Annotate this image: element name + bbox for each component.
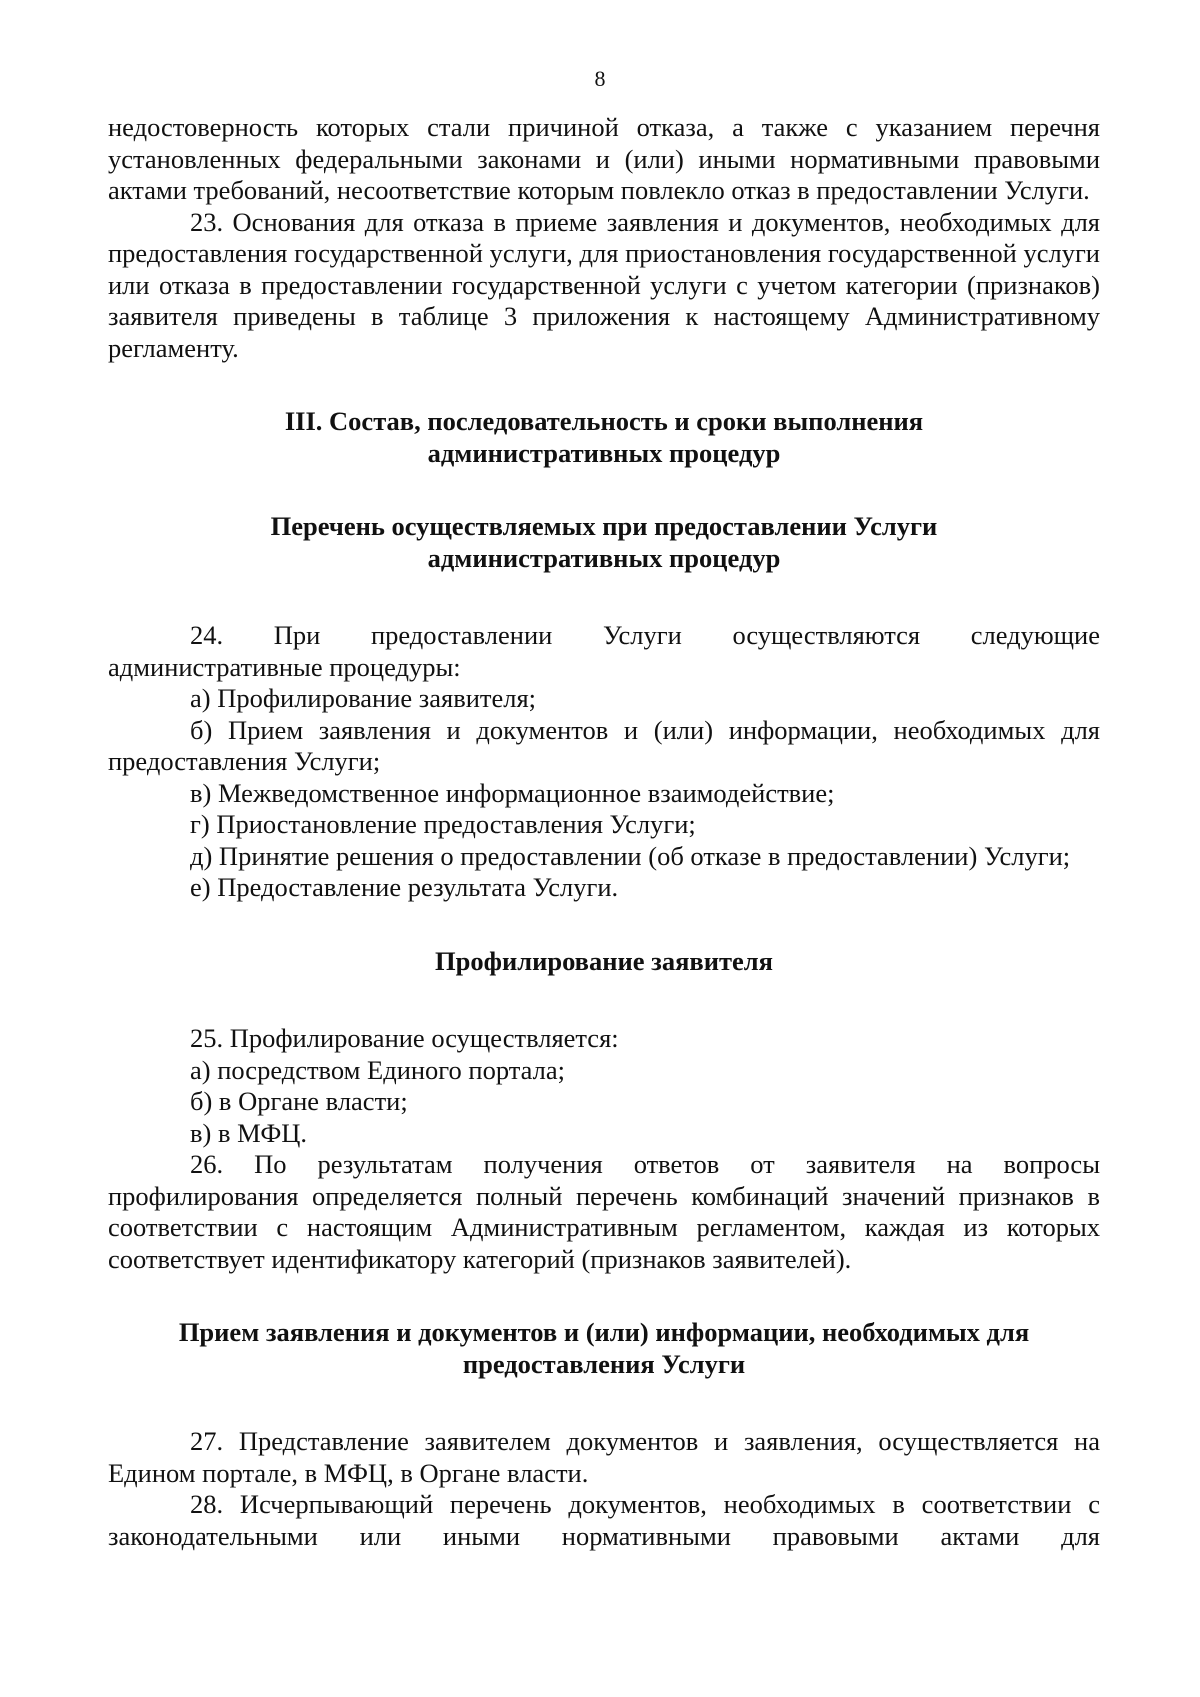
- procedure-item-e: е) Предоставление результата Услуги.: [190, 872, 619, 902]
- paragraph-25: 25. Профилирование осуществляется:: [190, 1023, 619, 1053]
- reception-heading-line-2: предоставления Услуги: [462, 1348, 746, 1379]
- paragraph-continuation: недостоверность которых стали причиной отказа, а также с указанием перечня установленных федеральными законами и (или) иными нормативными правовыми актами требований, несоответствие которым повлекло отказ в предоставлении Услуги.: [108, 112, 1100, 205]
- procedures-list-heading-line-1: Перечень осуществляемых при предоставлении Услуги: [270, 511, 938, 541]
- procedures-list-heading: [108, 511, 1100, 574]
- procedure-item-g: г) Приостановление предоставления Услуги;: [190, 809, 696, 839]
- profiling-heading: Профилирование заявителя: [435, 945, 773, 976]
- profiling-item-v: в) в МФЦ.: [190, 1117, 308, 1148]
- reception-heading: [108, 1317, 1100, 1380]
- procedure-item-d: д) Принятие решения о предоставлении (об отказе в предоставлении) Услуги;: [190, 840, 1071, 871]
- reception-heading-line-1: Прием заявления и документов и (или) информации, необходимых для: [178, 1317, 1030, 1347]
- procedure-item-v: в) Межведомственное информационное взаимодействие;: [190, 777, 835, 808]
- section-3-title-line-2: административных процедур: [427, 437, 781, 468]
- section-3-title-line-1: III. Состав, последовательность и сроки выполнения: [284, 406, 924, 436]
- page-body: [108, 112, 1100, 1552]
- page-number: 8: [594, 66, 606, 91]
- section-3-title: [108, 406, 1100, 469]
- paragraph-24: 24. При предоставлении Услуги осуществляются следующие административные процедуры:: [108, 620, 1100, 682]
- profiling-item-a: а) посредством Единого портала;: [190, 1054, 565, 1085]
- paragraph-23: 23. Основания для отказа в приеме заявления и документов, необходимых для предоставления государственной услуги, для приостановления государственной услуги или отказа в предоставлении государственной услуги с учетом категории (признаков) заявителя приведены в таблице 3 приложения к настоящему Административному регламенту.: [108, 206, 1100, 363]
- paragraph-26: 26. По результатам получения ответов от заявителя на вопросы профилирования определяется полный перечень комбинаций значений признаков в соответствии с настоящим Административным регламентом, каждая из которых соответствует идентификатору категорий (признаков заявителей).: [108, 1149, 1100, 1274]
- procedure-item-b: б) Прием заявления и документов и (или) информации, необходимых для предоставления Услуги;: [108, 714, 1100, 776]
- paragraph-28: 28. Исчерпывающий перечень документов, необходимых в соответствии с законодательными или иными нормативными правовыми актами для: [108, 1489, 1100, 1551]
- procedures-list-heading-line-2: административных процедур: [427, 542, 781, 573]
- profiling-item-b: б) в Органе власти;: [190, 1086, 408, 1116]
- paragraph-27: 27. Представление заявителем документов и заявления, осуществляется на Едином портале, в МФЦ, в Органе власти.: [108, 1426, 1100, 1488]
- procedure-item-a: а) Профилирование заявителя;: [190, 683, 537, 713]
